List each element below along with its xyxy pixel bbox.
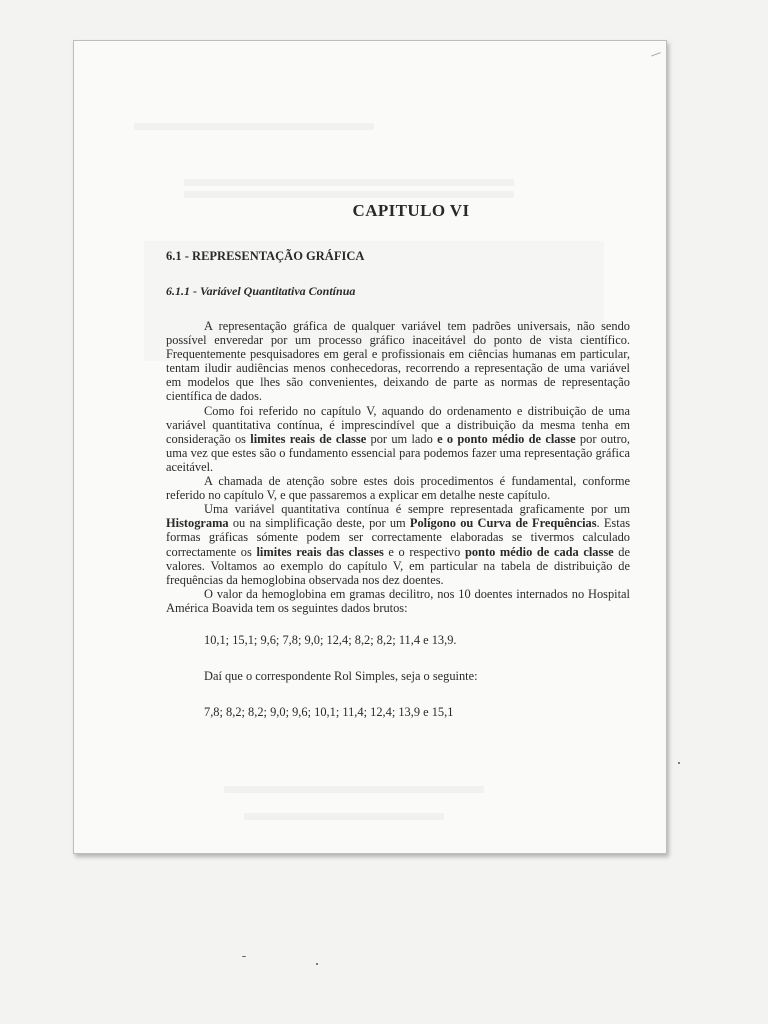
paragraph-text: . Estas formas gráficas sómente podem ser correctamente elaboradas se tivermos calculado correctamente os [166, 516, 631, 559]
paragraph-text: de valores. Voltamos ao exemplo do capítulo V, em particular na tabela de distribuição de frequências da hemoglobina observada nos dez doentes. [166, 544, 630, 587]
scan-speck [678, 762, 680, 764]
paragraph-histogram [166, 502, 630, 587]
bleed-through-line [244, 813, 444, 820]
chapter-title: CAPITULO VI [352, 201, 470, 220]
bleed-through-line [134, 123, 374, 130]
paragraph-text: Uma variável quantitativa contínua é sempre representada graficamente por um [204, 502, 630, 517]
bleed-through-line [184, 179, 514, 186]
subsection-heading: 6.1.1 - Variável Quantitativa Contínua [166, 284, 356, 298]
section-heading: 6.1 - REPRESENTAÇÃO GRÁFICA [166, 249, 365, 263]
rol-data-line: 7,8; 8,2; 8,2; 9,0; 9,6; 10,1; 11,4; 12,4; 13,9 e 15,1 [204, 704, 454, 719]
bleed-through-line [224, 786, 484, 793]
page-corner-mark [649, 47, 660, 56]
scanned-page [73, 40, 667, 854]
scan-speck [242, 956, 246, 957]
scan-speck [316, 963, 318, 965]
paragraph-text: ou na simplificação deste, por um [228, 516, 410, 531]
page-content [166, 201, 630, 719]
paragraph-hemoglobin: O valor da hemoglobina em gramas decilitro, nos 10 doentes internados no Hospital América Boavida tem os seguintes dados brutos: [166, 586, 630, 615]
paragraph-text: por outro, uma vez que estes são o fundamento essencial para podemos fazer uma representação gráfica aceitável. [166, 431, 630, 474]
paragraph-attention-note: A chamada de atenção sobre estes dois procedimentos é fundamental, conforme referido no capítulo V, e que passaremos a explicar em detalhe neste capítulo. [166, 474, 630, 503]
paragraph-class-limits [166, 404, 630, 474]
bold-term: limites reais das classes [256, 544, 384, 559]
rol-intro-line: Daí que o correspondente Rol Simples, seja o seguinte: [204, 668, 478, 683]
bleed-through-line [184, 191, 514, 198]
bold-term: Polígono ou Curva de Frequências [409, 516, 597, 531]
paragraph-text: e o respectivo [383, 544, 465, 559]
bold-term: Histograma [166, 516, 229, 531]
bold-term: limites reais de classe [250, 431, 367, 446]
raw-data-line: 10,1; 15,1; 9,6; 7,8; 9,0; 12,4; 8,2; 8,2; 11,4 e 13,9. [204, 632, 457, 647]
paragraph-text: Como foi referido no capítulo V, aquando do ordenamento e distribuição de uma variável quantitativa contínua, é imprescindível que a distribuição da mesma tenha em consideração os [166, 403, 630, 446]
paragraph-representation-intro: A representação gráfica de qualquer variável tem padrões universais, não sendo possível enveredar por um processo gráfico inaceitável do ponto de vista científico. Frequentemente pesquisadores em geral e profissionais em ciências humanas em particular, tentam iludir audiências menos conhecedoras, recorrendo a representação de uma variável em modelos que lhes são convenientes, deixando de parte as normas de representação científica de dados. [166, 319, 630, 404]
paragraph-text: por um lado [366, 431, 438, 446]
bold-term: ponto médio de cada classe [464, 544, 614, 559]
bold-term: e o ponto médio de classe [437, 431, 576, 446]
